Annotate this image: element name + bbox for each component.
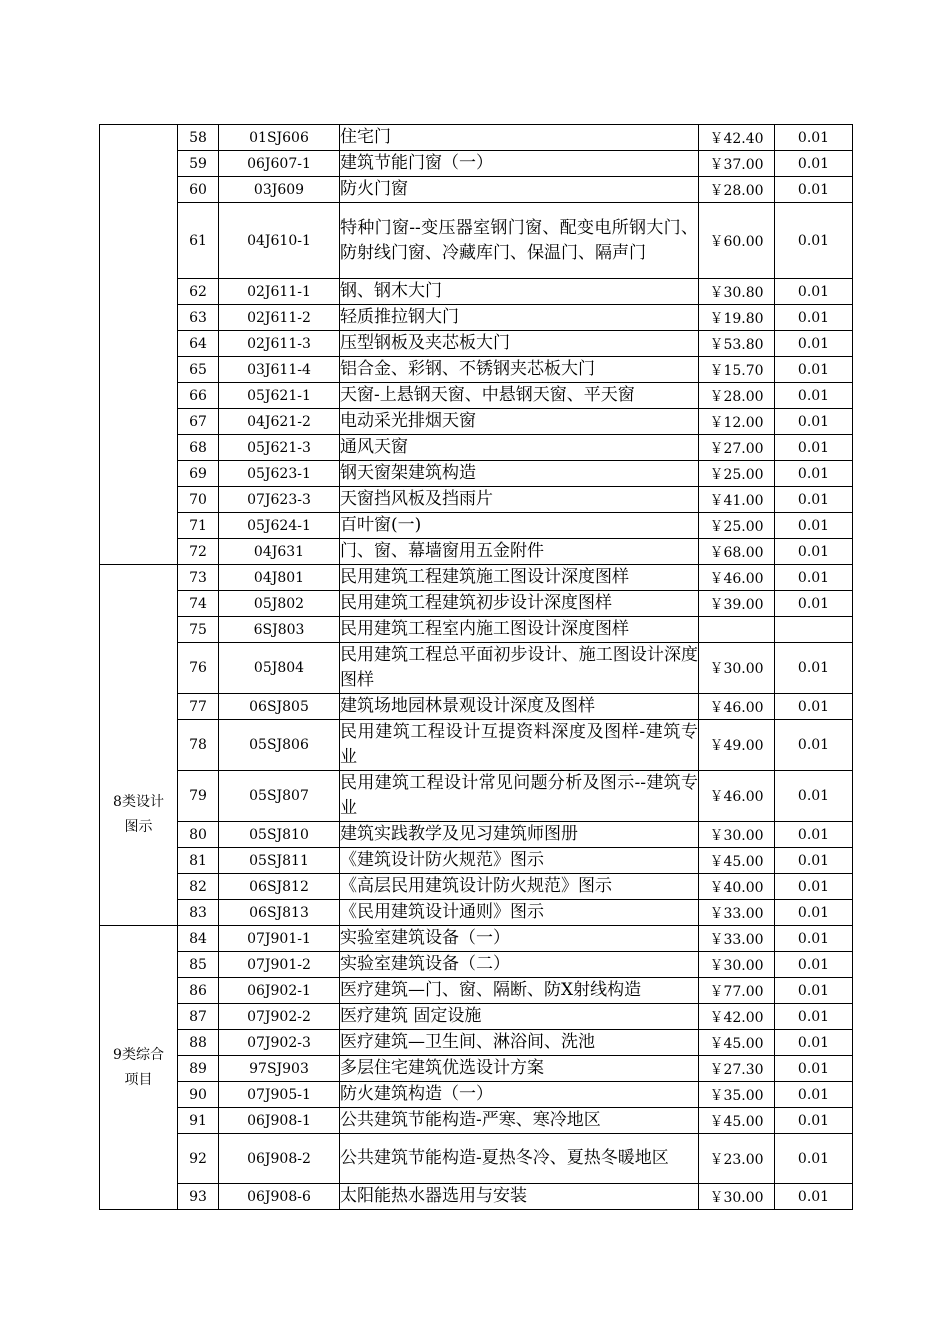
item-code: 05SJ810	[219, 822, 340, 848]
item-number: 71	[178, 513, 219, 539]
catalog-body	[100, 125, 853, 1210]
item-price: ￥28.00	[699, 177, 775, 203]
item-number: 93	[178, 1184, 219, 1210]
item-price: ￥46.00	[699, 771, 775, 822]
item-rate: 0.01	[775, 720, 853, 771]
table-row	[100, 694, 853, 720]
table-row	[100, 900, 853, 926]
item-number: 69	[178, 461, 219, 487]
item-number: 92	[178, 1134, 219, 1184]
item-rate: 0.01	[775, 435, 853, 461]
item-name: 电动采光排烟天窗	[340, 409, 699, 435]
item-rate: 0.01	[775, 125, 853, 151]
item-number: 73	[178, 565, 219, 591]
item-code: 05J802	[219, 591, 340, 617]
item-number: 77	[178, 694, 219, 720]
item-price: ￥60.00	[699, 203, 775, 279]
item-code: 06J908-1	[219, 1108, 340, 1134]
item-price: ￥27.00	[699, 435, 775, 461]
item-code: 07J902-3	[219, 1030, 340, 1056]
table-row	[100, 1082, 853, 1108]
item-code: 6SJ803	[219, 617, 340, 643]
item-name: 防火门窗	[340, 177, 699, 203]
item-number: 89	[178, 1056, 219, 1082]
item-price: ￥41.00	[699, 487, 775, 513]
table-row	[100, 279, 853, 305]
item-price: ￥15.70	[699, 357, 775, 383]
item-rate: 0.01	[775, 1056, 853, 1082]
item-number: 58	[178, 125, 219, 151]
item-rate: 0.01	[775, 487, 853, 513]
item-rate: 0.01	[775, 203, 853, 279]
item-name: 建筑实践教学及见习建筑师图册	[340, 822, 699, 848]
item-name: 门、窗、幕墙窗用五金附件	[340, 539, 699, 565]
item-code: 06J908-2	[219, 1134, 340, 1184]
item-name: 天窗-上悬钢天窗、中悬钢天窗、平天窗	[340, 383, 699, 409]
item-price: ￥23.00	[699, 1134, 775, 1184]
item-code: 02J611-1	[219, 279, 340, 305]
table-row	[100, 874, 853, 900]
catalog-table	[99, 124, 853, 1210]
table-row	[100, 151, 853, 177]
item-number: 88	[178, 1030, 219, 1056]
item-code: 05SJ811	[219, 848, 340, 874]
item-number: 62	[178, 279, 219, 305]
item-number: 63	[178, 305, 219, 331]
item-code: 04J631	[219, 539, 340, 565]
item-number: 83	[178, 900, 219, 926]
item-code: 02J611-2	[219, 305, 340, 331]
item-price: ￥30.00	[699, 643, 775, 694]
item-price: ￥30.00	[699, 822, 775, 848]
item-rate: 0.01	[775, 1108, 853, 1134]
item-number: 67	[178, 409, 219, 435]
table-row	[100, 1004, 853, 1030]
item-number: 74	[178, 591, 219, 617]
item-code: 02J611-3	[219, 331, 340, 357]
item-rate: 0.01	[775, 513, 853, 539]
item-number: 90	[178, 1082, 219, 1108]
item-rate: 0.01	[775, 694, 853, 720]
item-number: 84	[178, 926, 219, 952]
item-number: 79	[178, 771, 219, 822]
item-rate: 0.01	[775, 461, 853, 487]
table-row	[100, 539, 853, 565]
category-cell	[100, 125, 178, 565]
item-price: ￥46.00	[699, 694, 775, 720]
item-name: 压型钢板及夹芯板大门	[340, 331, 699, 357]
item-rate: 0.01	[775, 1004, 853, 1030]
item-code: 06SJ812	[219, 874, 340, 900]
table-row	[100, 822, 853, 848]
table-row	[100, 125, 853, 151]
item-name: 医疗建筑—卫生间、淋浴间、洗池	[340, 1030, 699, 1056]
item-price: ￥19.80	[699, 305, 775, 331]
table-row	[100, 383, 853, 409]
item-name: 实验室建筑设备（二）	[340, 952, 699, 978]
item-name: 《民用建筑设计通则》图示	[340, 900, 699, 926]
table-row	[100, 643, 853, 694]
item-rate: 0.01	[775, 900, 853, 926]
item-name: 建筑场地园林景观设计深度及图样	[340, 694, 699, 720]
table-row	[100, 409, 853, 435]
table-row	[100, 926, 853, 952]
item-price: ￥40.00	[699, 874, 775, 900]
item-name: 钢天窗架建筑构造	[340, 461, 699, 487]
table-row	[100, 331, 853, 357]
item-number: 59	[178, 151, 219, 177]
item-rate: 0.01	[775, 305, 853, 331]
item-name: 民用建筑工程设计互提资料深度及图样-建筑专业	[340, 720, 699, 771]
item-number: 81	[178, 848, 219, 874]
item-name: 百叶窗(一)	[340, 513, 699, 539]
item-price: ￥37.00	[699, 151, 775, 177]
item-name: 轻质推拉钢大门	[340, 305, 699, 331]
item-price: ￥42.00	[699, 1004, 775, 1030]
item-name: 医疗建筑 固定设施	[340, 1004, 699, 1030]
table-row	[100, 978, 853, 1004]
table-row	[100, 952, 853, 978]
item-rate: 0.01	[775, 978, 853, 1004]
item-code: 03J611-4	[219, 357, 340, 383]
item-name: 实验室建筑设备（一）	[340, 926, 699, 952]
item-rate: 0.01	[775, 1184, 853, 1210]
item-number: 66	[178, 383, 219, 409]
item-price: ￥33.00	[699, 926, 775, 952]
item-number: 76	[178, 643, 219, 694]
table-row	[100, 461, 853, 487]
item-price: ￥45.00	[699, 1108, 775, 1134]
item-name: 民用建筑工程设计常见问题分析及图示--建筑专业	[340, 771, 699, 822]
item-name: 铝合金、彩钢、不锈钢夹芯板大门	[340, 357, 699, 383]
table-row	[100, 357, 853, 383]
item-number: 68	[178, 435, 219, 461]
table-row	[100, 1184, 853, 1210]
item-code: 07J901-1	[219, 926, 340, 952]
item-rate: 0.01	[775, 1030, 853, 1056]
item-price: ￥45.00	[699, 1030, 775, 1056]
item-code: 04J610-1	[219, 203, 340, 279]
item-number: 87	[178, 1004, 219, 1030]
item-code: 05SJ806	[219, 720, 340, 771]
item-number: 91	[178, 1108, 219, 1134]
category-label: 9类综合项目	[113, 1046, 164, 1088]
item-name: 民用建筑工程总平面初步设计、施工图设计深度图样	[340, 643, 699, 694]
item-name: 公共建筑节能构造-严寒、寒冷地区	[340, 1108, 699, 1134]
item-code: 05J804	[219, 643, 340, 694]
item-rate: 0.01	[775, 591, 853, 617]
item-code: 05SJ807	[219, 771, 340, 822]
table-row	[100, 487, 853, 513]
item-number: 82	[178, 874, 219, 900]
item-name: 太阳能热水器选用与安装	[340, 1184, 699, 1210]
item-number: 70	[178, 487, 219, 513]
table-row	[100, 591, 853, 617]
table-row	[100, 203, 853, 279]
item-code: 06J908-6	[219, 1184, 340, 1210]
table-row	[100, 565, 853, 591]
item-number: 60	[178, 177, 219, 203]
table-row	[100, 305, 853, 331]
item-price: ￥46.00	[699, 565, 775, 591]
item-price: ￥45.00	[699, 848, 775, 874]
item-name: 通风天窗	[340, 435, 699, 461]
item-rate: 0.01	[775, 643, 853, 694]
item-name: 民用建筑工程建筑施工图设计深度图样	[340, 565, 699, 591]
item-name: 防火建筑构造（一）	[340, 1082, 699, 1108]
item-name: 钢、钢木大门	[340, 279, 699, 305]
table-row	[100, 720, 853, 771]
table-row	[100, 771, 853, 822]
item-price: ￥42.40	[699, 125, 775, 151]
item-code: 07J902-2	[219, 1004, 340, 1030]
item-code: 05J621-1	[219, 383, 340, 409]
category-label: 8类设计图示	[113, 794, 164, 835]
item-code: 03J609	[219, 177, 340, 203]
table-row	[100, 617, 853, 643]
item-code: 04J621-2	[219, 409, 340, 435]
item-price: ￥53.80	[699, 331, 775, 357]
item-number: 80	[178, 822, 219, 848]
item-code: 07J905-1	[219, 1082, 340, 1108]
item-price: ￥30.00	[699, 1184, 775, 1210]
item-rate: 0.01	[775, 952, 853, 978]
item-rate: 0.01	[775, 565, 853, 591]
item-price: ￥39.00	[699, 591, 775, 617]
item-name: 特种门窗--变压器室钢门窗、配变电所钢大门、防射线门窗、冷藏库门、保温门、隔声门	[340, 203, 699, 279]
item-code: 06SJ813	[219, 900, 340, 926]
item-name: 多层住宅建筑优选设计方案	[340, 1056, 699, 1082]
item-price: ￥30.00	[699, 952, 775, 978]
table-row	[100, 435, 853, 461]
item-name: 住宅门	[340, 125, 699, 151]
item-name: 民用建筑工程建筑初步设计深度图样	[340, 591, 699, 617]
table-row	[100, 1108, 853, 1134]
item-number: 72	[178, 539, 219, 565]
item-name: 民用建筑工程室内施工图设计深度图样	[340, 617, 699, 643]
item-rate: 0.01	[775, 279, 853, 305]
item-rate: 0.01	[775, 331, 853, 357]
item-rate: 0.01	[775, 1134, 853, 1184]
item-price: ￥77.00	[699, 978, 775, 1004]
item-rate: 0.01	[775, 822, 853, 848]
item-code: 01SJ606	[219, 125, 340, 151]
item-number: 85	[178, 952, 219, 978]
item-name: 公共建筑节能构造-夏热冬冷、夏热冬暖地区	[340, 1134, 699, 1184]
table-row	[100, 513, 853, 539]
table-row	[100, 177, 853, 203]
item-name: 建筑节能门窗（一）	[340, 151, 699, 177]
item-rate: 0.01	[775, 383, 853, 409]
item-rate	[775, 617, 853, 643]
item-rate: 0.01	[775, 177, 853, 203]
item-name: 《建筑设计防火规范》图示	[340, 848, 699, 874]
item-rate: 0.01	[775, 539, 853, 565]
item-price: ￥25.00	[699, 513, 775, 539]
item-number: 65	[178, 357, 219, 383]
item-rate: 0.01	[775, 357, 853, 383]
item-price: ￥28.00	[699, 383, 775, 409]
item-code: 07J901-2	[219, 952, 340, 978]
item-rate: 0.01	[775, 771, 853, 822]
item-rate: 0.01	[775, 409, 853, 435]
item-rate: 0.01	[775, 874, 853, 900]
item-rate: 0.01	[775, 926, 853, 952]
item-rate: 0.01	[775, 151, 853, 177]
item-number: 75	[178, 617, 219, 643]
item-code: 04J801	[219, 565, 340, 591]
item-number: 64	[178, 331, 219, 357]
item-price: ￥27.30	[699, 1056, 775, 1082]
item-price: ￥68.00	[699, 539, 775, 565]
table-row	[100, 848, 853, 874]
item-price: ￥25.00	[699, 461, 775, 487]
item-code: 97SJ903	[219, 1056, 340, 1082]
item-price: ￥35.00	[699, 1082, 775, 1108]
item-number: 61	[178, 203, 219, 279]
item-price: ￥12.00	[699, 409, 775, 435]
table-row	[100, 1134, 853, 1184]
table-row	[100, 1030, 853, 1056]
item-price: ￥49.00	[699, 720, 775, 771]
item-code: 07J623-3	[219, 487, 340, 513]
item-number: 78	[178, 720, 219, 771]
item-price: ￥33.00	[699, 900, 775, 926]
item-name: 医疗建筑—门、窗、隔断、防X射线构造	[340, 978, 699, 1004]
item-code: 05J624-1	[219, 513, 340, 539]
item-number: 86	[178, 978, 219, 1004]
item-price	[699, 617, 775, 643]
table-row	[100, 1056, 853, 1082]
item-code: 06J902-1	[219, 978, 340, 1004]
item-code: 06J607-1	[219, 151, 340, 177]
item-rate: 0.01	[775, 848, 853, 874]
category-cell	[100, 926, 178, 1210]
item-name: 《高层民用建筑设计防火规范》图示	[340, 874, 699, 900]
item-code: 05J623-1	[219, 461, 340, 487]
item-price: ￥30.80	[699, 279, 775, 305]
item-rate: 0.01	[775, 1082, 853, 1108]
item-code: 05J621-3	[219, 435, 340, 461]
item-name: 天窗挡风板及挡雨片	[340, 487, 699, 513]
category-cell	[100, 565, 178, 926]
item-code: 06SJ805	[219, 694, 340, 720]
